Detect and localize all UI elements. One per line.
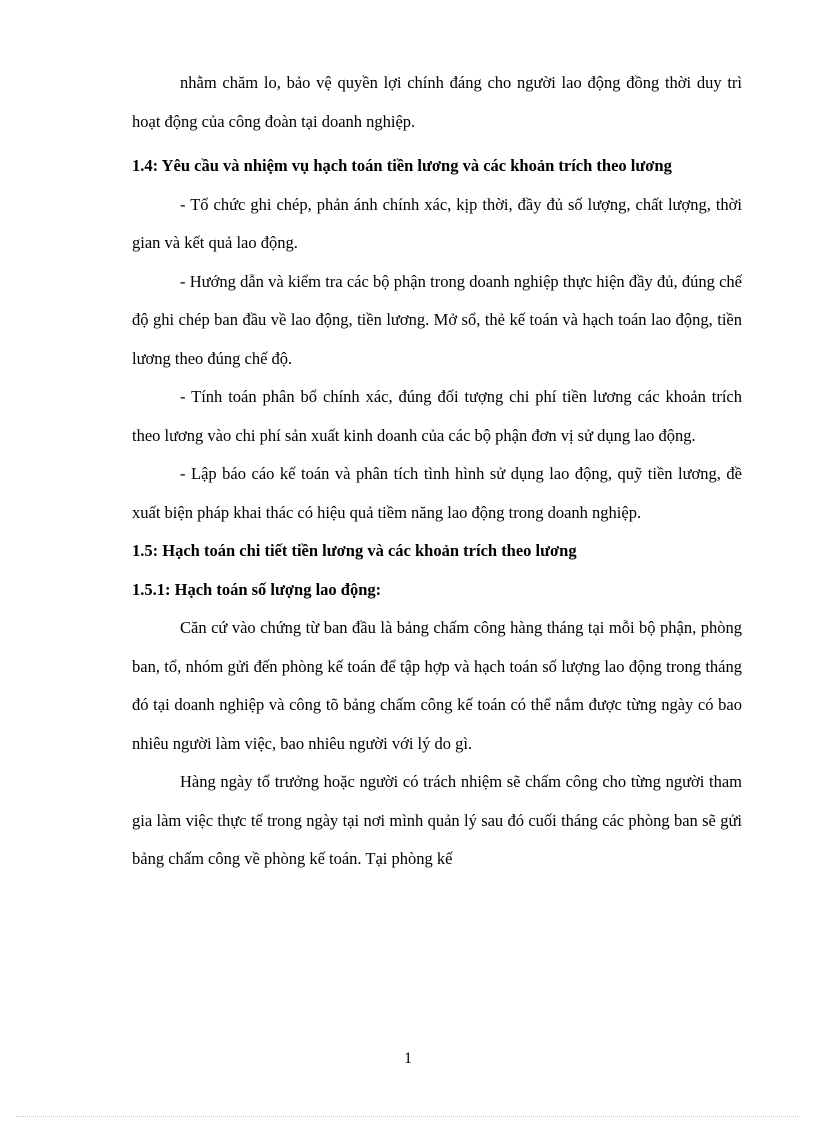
heading-1-5-1: 1.5.1: Hạch toán số lượng lao động: bbox=[132, 579, 382, 599]
page-number: 1 bbox=[404, 1050, 412, 1067]
paragraph-intro: nhằm chăm lo, bảo vệ quyền lợi chính đáng cho người lao động đồng thời duy trì hoạt động của công đoàn tại doanh nghiệp. bbox=[132, 73, 742, 131]
bullet-4: - Lập báo cáo kế toán và phân tích tình hình sử dụng lao động, quỹ tiền lương, đề xuất biện pháp khai thác có hiệu quả tiềm năng lao động trong doanh nghiệp. bbox=[132, 464, 742, 522]
bullet-2: - Hướng dẫn và kiểm tra các bộ phận trong doanh nghiệp thực hiện đầy đủ, đúng chế độ ghi chép ban đầu về lao động, tiền lương. Mở sổ, thẻ kế toán và hạch toán lao động, tiền lương theo đúng chế độ. bbox=[132, 271, 742, 368]
heading-1-5: 1.5: Hạch toán chi tiết tiền lương và các khoản trích theo lương bbox=[132, 541, 577, 560]
bullet-1: - Tổ chức ghi chép, phản ánh chính xác, kịp thời, đầy đủ số lượng, chất lượng, thời gian và kết quả lao động. bbox=[132, 194, 742, 252]
bullet-3: - Tính toán phân bổ chính xác, đúng đối tượng chi phí tiền lương các khoản trích theo lương vào chi phí sản xuất kinh doanh của các bộ phận đơn vị sử dụng lao động. bbox=[132, 387, 742, 445]
page-bottom-border bbox=[16, 1116, 800, 1117]
paragraph-2: Hàng ngày tổ trưởng hoặc người có trách nhiệm sẽ chấm công cho từng người tham gia làm việc thực tế trong ngày tại nơi mình quản lý sau đó cuối tháng các phòng ban sẽ gửi bảng chấm công về phòng kế toán. Tại phòng kế bbox=[132, 772, 742, 868]
body-text bbox=[132, 64, 742, 879]
paragraph-1: Căn cứ vào chứng từ ban đầu là bảng chấm công hàng tháng tại mỗi bộ phận, phòng ban, tổ, nhóm gửi đến phòng kế toán để tập hợp và hạch toán số lượng lao động trong tháng đó tại doanh nghiệp và công tõ bảng chấm công kế toán có thể nắm được từng ngày có bao nhiêu người làm việc, bao nhiêu người với lý do gì. bbox=[132, 618, 742, 753]
heading-1-4: 1.4: Yêu cầu và nhiệm vụ hạch toán tiền lương và các khoản trích theo lương bbox=[132, 156, 672, 175]
